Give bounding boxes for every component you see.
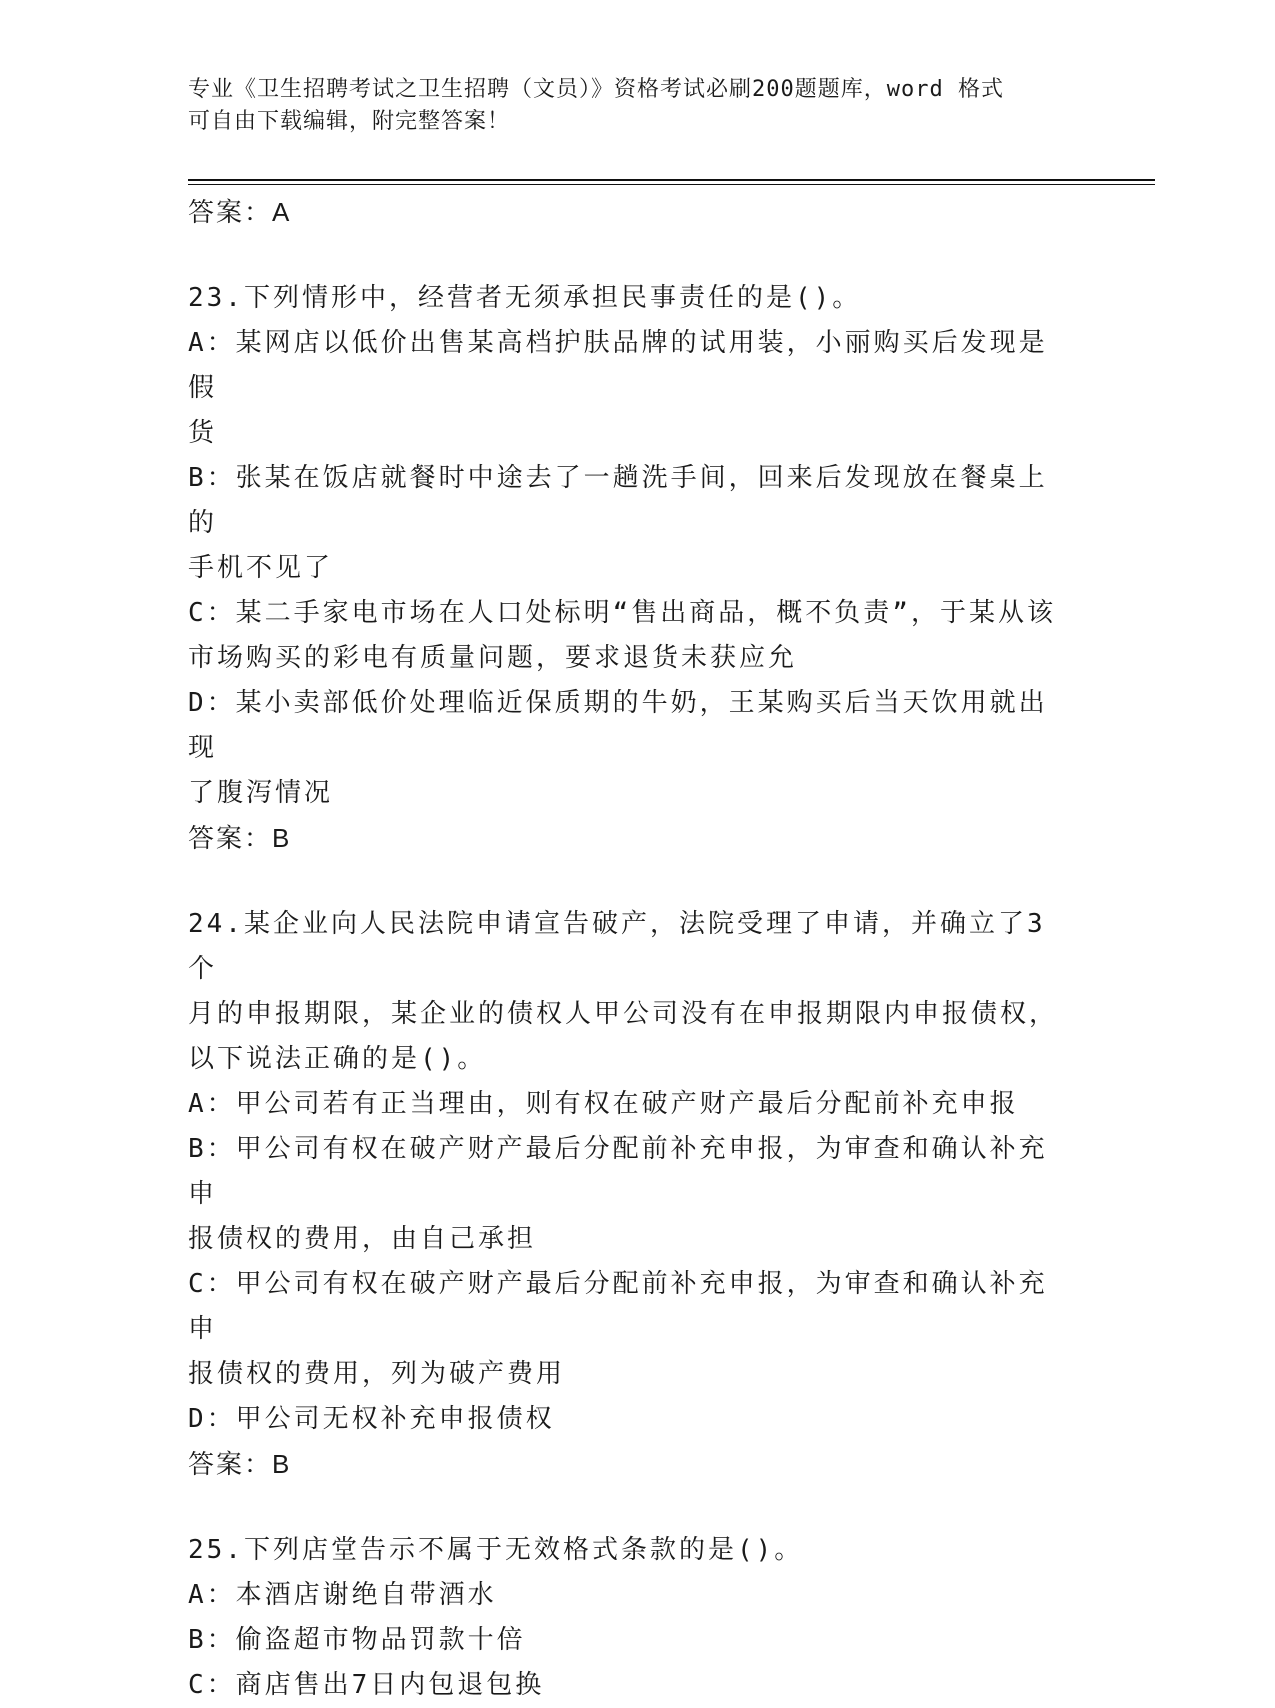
question-24-option-c-cont: 报债权的费用，列为破产费用 <box>188 1359 566 1389</box>
question-23-stem: 23.下列情形中，经营者无须承担民事责任的是()。 <box>188 283 862 313</box>
header-divider-thick <box>188 179 1155 181</box>
document-body <box>188 190 1068 1708</box>
question-25 <box>188 1528 1068 1708</box>
question-24-stem-cont-2: 以下说法正确的是()。 <box>188 1044 487 1074</box>
question-23-option-c: C：某二手家电市场在人口处标明“售出商品，概不负责”，于某从该 <box>188 598 1056 628</box>
question-23-option-c-cont: 市场购买的彩电有质量问题，要求退货未获应允 <box>188 643 798 673</box>
document-header <box>188 74 1088 138</box>
question-23-option-a-cont: 货 <box>188 418 218 448</box>
question-23 <box>188 276 1068 860</box>
question-23-option-a: A：某网店以低价出售某高档护肤品牌的试用装，小丽购买后发现是假 <box>188 328 1048 403</box>
question-24-option-b: B：甲公司有权在破产财产最后分配前补充申报，为审查和确认补充申 <box>188 1134 1048 1209</box>
question-24-option-d: D：甲公司无权补充申报债权 <box>188 1404 555 1434</box>
question-25-option-c: C：商店售出7日内包退包换 <box>188 1670 545 1700</box>
question-24-stem: 24.某企业向人民法院申请宣告破产，法院受理了申请，并确立了3个 <box>188 909 1046 984</box>
header-line-2: 可自由下载编辑，附完整答案！ <box>188 109 511 134</box>
answer-q23: 答案：B <box>188 823 292 853</box>
question-25-option-a: A：本酒店谢绝自带酒水 <box>188 1580 497 1610</box>
question-24-option-c: C：甲公司有权在破产财产最后分配前补充申报，为审查和确认补充申 <box>188 1269 1048 1344</box>
header-line-1: 专业《卫生招聘考试之卫生招聘（文员）》资格考试必刷200题题库，word 格式 <box>188 77 1004 102</box>
question-24-stem-cont-1: 月的申报期限，某企业的债权人甲公司没有在申报期限内申报债权， <box>188 999 1059 1029</box>
header-divider-thin <box>188 184 1155 185</box>
question-24 <box>188 902 1068 1486</box>
question-25-stem: 25.下列店堂告示不属于无效格式条款的是()。 <box>188 1535 804 1565</box>
question-24-option-a: A：甲公司若有正当理由，则有权在破产财产最后分配前补充申报 <box>188 1089 1019 1119</box>
question-24-option-b-cont: 报债权的费用，由自己承担 <box>188 1224 537 1254</box>
answer-q22: 答案：A <box>188 197 292 227</box>
answer-q24: 答案：B <box>188 1449 292 1479</box>
question-25-option-b: B：偷盗超市物品罚款十倍 <box>188 1625 526 1655</box>
question-23-option-b: B：张某在饭店就餐时中途去了一趟洗手间，回来后发现放在餐桌上的 <box>188 463 1048 538</box>
question-23-option-d-cont: 了腹泻情况 <box>188 778 334 808</box>
question-23-option-d: D：某小卖部低价处理临近保质期的牛奶，王某购买后当天饮用就出现 <box>188 688 1048 763</box>
question-23-option-b-cont: 手机不见了 <box>188 553 334 583</box>
